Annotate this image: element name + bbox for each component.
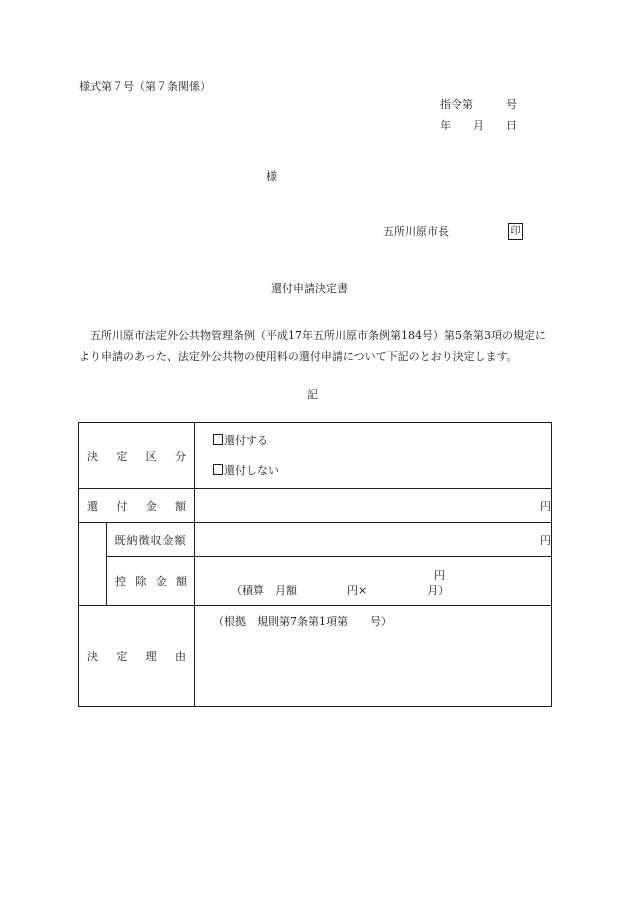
label-already-paid [107, 523, 195, 557]
deduction-calculation [231, 582, 449, 598]
label-char: 決 [87, 449, 98, 463]
label-char: 控 [115, 575, 126, 588]
issuer-title: 五所川原市長 [383, 225, 449, 238]
label-char: 付 [116, 499, 128, 513]
refund-amount-field[interactable] [195, 489, 552, 523]
option-refund-label: 還付する [224, 433, 268, 447]
label-char: 理 [145, 650, 157, 663]
indent-cell [79, 523, 107, 606]
deduction-field[interactable] [195, 557, 552, 606]
calc-yen-times: 円× [347, 584, 368, 597]
reason-basis: （根拠 規則第7条第1項第 号） [213, 615, 392, 628]
label-char: 額 [175, 575, 187, 588]
row-deduction [79, 557, 552, 606]
row-already-paid [79, 523, 552, 557]
yen-unit: 円 [540, 499, 551, 513]
document-title: 還付申請決定書 [271, 282, 348, 295]
form-number: 様式第７号（第７条関係） [79, 80, 211, 93]
row-refund-amount [79, 489, 552, 523]
decision-reason-field[interactable] [195, 606, 552, 707]
row-decision-category [79, 423, 552, 489]
label-char: 分 [174, 449, 186, 463]
checkbox-refund[interactable] [213, 434, 223, 445]
option-refund[interactable] [195, 426, 551, 456]
recipient-honorific: 様 [266, 170, 277, 183]
row-decision-reason [79, 606, 552, 707]
already-paid-label: 既納徴収金額 [114, 533, 187, 547]
label-char: 区 [145, 449, 157, 463]
label-char: 定 [116, 650, 128, 663]
label-char: 定 [116, 449, 128, 463]
yen-unit: 円 [540, 533, 551, 547]
decision-table [78, 422, 552, 707]
option-no-refund[interactable] [195, 456, 551, 486]
label-char: 還 [87, 499, 98, 513]
label-char: 決 [87, 650, 98, 663]
label-deduction [107, 557, 195, 606]
label-char: 除 [135, 575, 147, 588]
checkbox-no-refund[interactable] [213, 464, 223, 475]
already-paid-field[interactable] [195, 523, 552, 557]
seal-stamp: 印 [508, 223, 523, 240]
label-decision-reason [79, 606, 195, 707]
label-decision-category [79, 423, 195, 489]
directive-number: 指令第 号 [440, 98, 517, 111]
yen-unit: 円 [434, 569, 445, 582]
option-no-refund-label: 還付しない [224, 463, 279, 477]
issue-date: 年 月 日 [440, 119, 517, 132]
label-char: 額 [174, 499, 186, 513]
body-text: 五所川原市法定外公共物管理条例（平成17年五所川原市条例第184号）第5条第3項の規定により申請のあった、法定外公共物の使用料の還付申請について下記のとおり決定します。 [79, 329, 546, 363]
label-char: 由 [174, 650, 186, 663]
calc-months: 月） [427, 584, 450, 597]
label-char: 金 [155, 575, 167, 588]
label-refund-amount [79, 489, 195, 523]
body-paragraph [79, 325, 553, 367]
ki-heading: 記 [307, 388, 318, 401]
decision-options [195, 423, 552, 489]
label-char: 金 [145, 499, 157, 513]
calc-monthly: （積算 月額 [231, 584, 297, 597]
